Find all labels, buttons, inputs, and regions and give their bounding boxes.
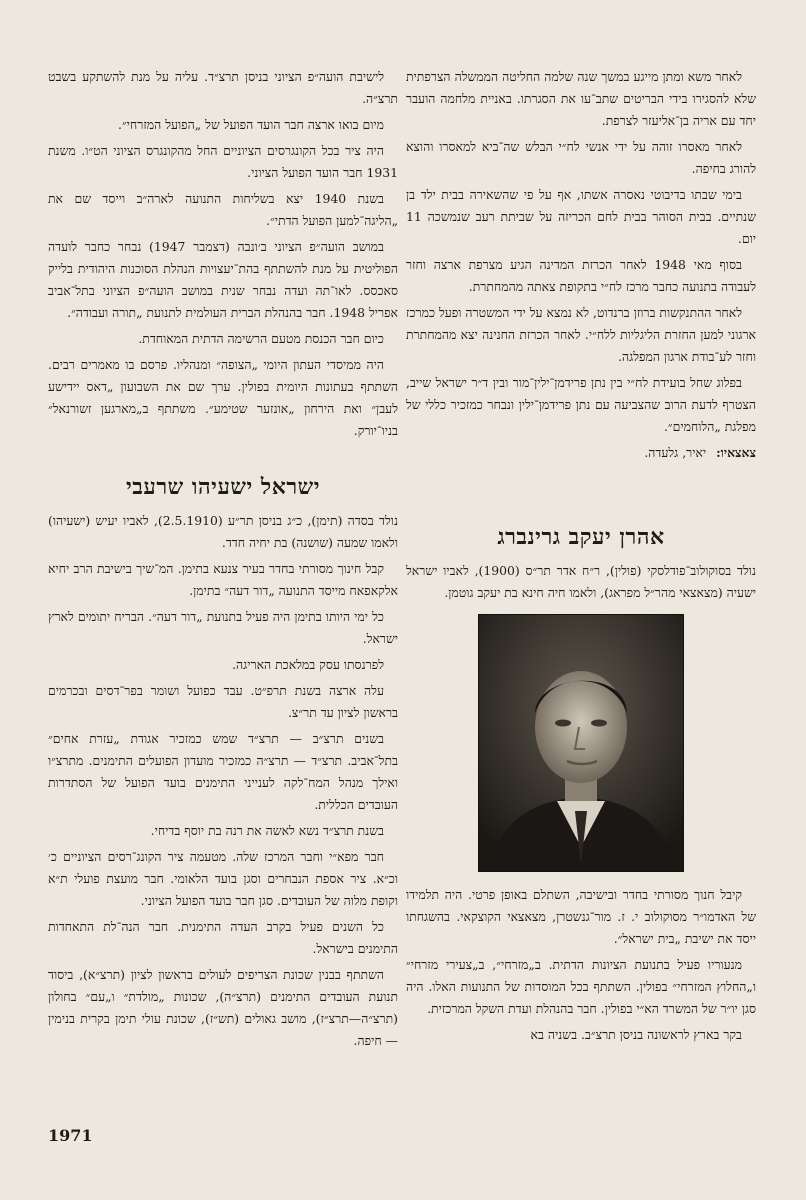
paragraph: בשנים תרצ״ב — תרצ״ד שמש כמזכיר אגודת „עזרת אחים״ בתל־אביב. תרצ״ד — תרצ״ה כמזכיר מועדון הפועלים התימנים. מתרצ״ו ואילך מנהל המח־לקה לענייני התימנים בועד הפועל של הסתדרות העובדים הכללית.	[48, 731, 398, 812]
paragraph: קבל חינוך מסורתי בחדר בעיר צנעא בתימן. המ־שיך בישיבת הרב יחיא אלקאפאח מייסד התנועה „דור דעה״ בתימן.	[48, 561, 398, 598]
descendants-value: יאיר, גלעדה.	[644, 445, 707, 460]
portrait-photo	[478, 614, 684, 872]
paragraph: במושב הועה״פ הציוני ב׳ונבה (דצמבר 1947) נבחר כחבר לועדה הפוליטית על מנת להשתתף בהת־יעצויות הנהלת הסוכנות היהודית בלייק סאכסס. לאו־תה ועדה נבחר שנית במושב הועה״פ הציוני בתל־אביב אפריל 1948. חבר בהנהלת הברית העולמית לתנועת „תורה ועבודה״.	[48, 239, 398, 320]
paragraph: לאחר מאסרו זוהה על ידי אנשי לח״י הבלש שה־ביא למאסרו והוצא להורג בחיפה.	[406, 139, 756, 176]
paragraph: בקר בארץ לראשונה בניסן תרצ״ב. בשניה בא	[530, 1027, 742, 1042]
descendants-label: צאצאיו:	[716, 445, 756, 460]
paragraph: מנעוריו פעיל בתנועת הציונות הדתית. ב„מזרחי״, ב„צעירי מזרחי״ ו„החלוץ המזרחי״ בפולין. השתתף בכל המוסדות של התנועות האלו. היה סגן יו״ר של המשרד הא״י בפולין. חבר בהנהלת ועדת השקל המרכזית.	[406, 957, 756, 1016]
paragraph: בשנת 1940 יצא בשליחות התנועה לארה״ב וייסד שם את „הליגה־למען הפועל הדתי״.	[48, 191, 398, 228]
paragraph: היה ציר בכל הקונגרסים הציוניים החל מהקונגרס הציוני הט״ו. משנת 1931 חבר הועד הפועל הציוני.	[48, 143, 398, 180]
paragraph: בשנת תרצ״ד נשא לאשה את רנה בת יוסף בדיחי.	[150, 823, 384, 838]
paragraph: כיום חבר הכנסת מטעם הרשימה הדתית המאוחדת.	[138, 331, 384, 346]
section-heading: ישראל ישעיהו שרעבי	[126, 474, 320, 500]
section-heading: אהרן יעקב גרינברג	[497, 524, 665, 550]
paragraph: חבר מפא״י וחבר המרכז שלה. מטעמה ציר הקונג־רסים הציוניים כ׳ וכ״א. ציר אספת הנבחרים וסגן בועד הלאומי. חבר מועצת פועלי ת״א וקופת מלוה של העובדים. סגן חבר בועד הפועל הציוני.	[48, 849, 398, 908]
descendants-line	[406, 442, 756, 464]
page-number: 1971	[48, 1126, 93, 1145]
left-column	[48, 66, 398, 1056]
portrait-icon	[479, 615, 683, 871]
right-column	[406, 66, 756, 1050]
paragraph: בפלוג שחל בועידת לח״י בין נתן פרידמן־ילין־מור ובין ד״ר ישראל שייב, הצטרף לדעת הרוב שהצביעה עם נתן פרידמן־ילין ונבחר כמזכיר כללי של מפלגת „הלוחמים״.	[406, 375, 756, 434]
paragraph: היה ממיסדי העתון היומי „הצופה״ ומנהליו. פרסם בו מאמרים רבים. השתתף בעתונות היומית בפולין. ערך שם את השבועון „דאס יידישע לעבן״ ואת הירחון „אונזער שטימע״. משתתף ב„מארגען זשורנאל״ בניו־יורק.	[48, 357, 398, 438]
intro-paragraph: נולד בסדה (תימן), כ״ג בניסן תר״ע (2.5.1910), לאביו יעיש (ישעיהו) ולאמו שמעה (שושנה) בת יחיה חדד.	[48, 513, 398, 550]
paragraph: מיום בואו ארצה חבר הועד הפועל של „הפועל המזרחי״.	[118, 117, 384, 132]
paragraph: השתתף בבנין שכונת הצריפים לעולים בראשון לציון (תרצ״א), ביסוד תנועת העובדים התימנים (תרצ״ה), שכונות „מולדת״ ו„עם״ בחולון (תרצ״ה—תרצ״ז), מושב גאולים (תש״ז), שכונת עולי תימן בקרית בנימין — חיפה.	[48, 967, 398, 1048]
paragraph: לאחר משא ומתן מייגע במשך שנה שלמה החליטה הממשלה הצרפתית שלא להסגירו בידי הבריטים שתב־עו את הסגרתו. באניית מלחמה הועבר יחד עם אריה בן־אליעזר לצרפת.	[406, 69, 756, 128]
paragraph: לישיבת הועה״פ הציוני בניסן תרצ״ד. עליה על מנת להשתקע בשבט תרצ״ה.	[48, 69, 398, 106]
paragraph: לפרנסתו עסק במלאכת האריגה.	[232, 657, 384, 672]
paragraph: כל ימי היותו בתימן היה פעיל בתנועת „דור דעה״. הבריח יתומים לארץ ישראל.	[48, 609, 398, 646]
paragraph: עלה ארצה בשנת תרפ״ט. עבד כפועל ושומר בפר־דסים ובכרמים בראשון לציון עד תר״צ.	[48, 683, 398, 720]
paragraph: בימי שבתו בדיבוטי נאסרה אשתו, אף על פי שהשאירה בבית ילד בן שנתיים. בבית הסוהר בבית לחם הכריזה על שביתת רעב שנמשכה 11 יום.	[406, 187, 756, 246]
paragraph: בסוף מאי 1948 לאחר הכרזת המדינה הגיע מצרפת ארצה וחזר לעבודה בתנועה כחבר מרכז לח״י בתקופת צאתה מהמחתרת.	[406, 257, 756, 294]
paragraph: לאחר ההתנקשות ברוזן ברנדוט, לא נמצא על ידי המשטרה ופעל כמרכז ארגוני למען החזרת הליגליות ללח״י. לאחר הכרזת החנינה יצא מהמחתרת וחזר לע־בודת ארגון המפלגה.	[406, 305, 756, 364]
paragraph: קיבל חנוך מסורתי בחדר ובישיבה, השתלם באופן פרטי. היה תלמידו של האדמו״ר מסוקולוב י. ז. מור־גנשטרן, מצאצאי הקוצקאי. בהשגחתו ייסד את ישיבת „בית ישראל״.	[406, 887, 756, 946]
intro-paragraph: נולד בסוקולוב־פודלסקי (פולין), ר״ח אדר תר״ס (1900), לאביו ישראל ישעיה (מצאצאי מהר״ל מפראג), ולאמו חיה חינא בת יעקב גוטמן.	[406, 563, 756, 600]
paragraph: כל השנים פעיל בקרב העדה התימנית. חבר הנה־לת התאחדות התימנים בישראל.	[48, 919, 398, 956]
